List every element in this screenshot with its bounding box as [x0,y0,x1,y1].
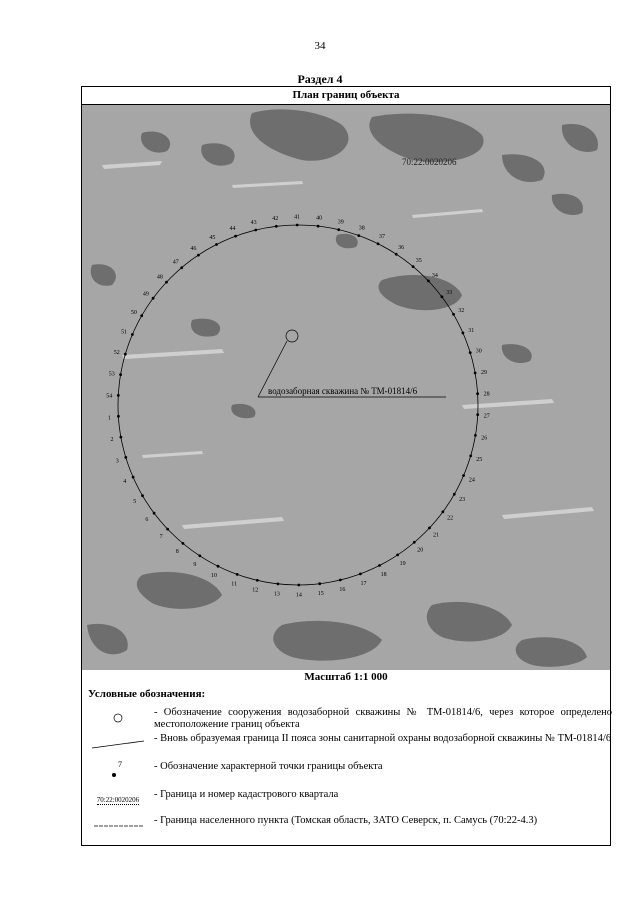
boundary-point-26 [474,434,477,437]
boundary-point-50 [140,314,143,317]
boundary-point-label: 16 [339,587,346,594]
boundary-point-31 [462,332,465,335]
boundary-point-label: 32 [458,308,465,315]
boundary-point-36 [395,253,398,256]
boundary-point-14 [297,584,300,587]
boundary-point-37 [377,242,380,245]
legend-text: - Граница и номер кадастрового квартала [154,789,339,800]
boundary-point-label: 10 [211,572,217,579]
boundary-point-label: 25 [476,456,483,463]
boundary-point-10 [217,565,220,568]
boundary-point-11 [236,573,239,576]
boundary-point-33 [441,295,444,298]
boundary-point-25 [469,454,472,457]
section-title: Раздел 4 [297,72,343,86]
terrain-speckles [102,161,594,529]
boundary-point-label: 50 [130,309,137,316]
boundary-point-46 [197,254,200,257]
plan-title: План границ объекта [82,87,610,105]
boundary-point-label: 24 [468,477,475,484]
boundary-point-1 [117,415,120,418]
boundary-point-label: 28 [483,391,490,398]
boundary-point-label: 49 [142,291,149,298]
boundary-point-35 [412,265,415,268]
boundary-point-42 [275,225,278,228]
legend-text: - Граница населенного пункта (Томская область, ЗАТО Северск, п. Самусь (70:22-4.3) [154,815,538,826]
boundary-point-3 [124,456,127,459]
boundary-point-label: 3 [115,458,119,465]
plan-frame [81,86,611,846]
boundary-point-6 [153,512,156,515]
boundary-point-label: 47 [172,259,179,266]
boundary-point-label: 5 [133,498,137,505]
boundary-point-label: 37 [379,234,385,241]
boundary-point-label: 15 [317,591,324,598]
legend-text: - Вновь образуемая граница II пояса зоны санитарной охраны водозаборной скважины № ТМ-01814/6 [154,733,612,744]
boundary-point-17 [359,573,362,576]
boundary-point-label: 33 [446,289,453,296]
boundary-point-label: 23 [459,497,466,504]
boundary-point-15 [318,582,321,585]
boundary-point-icon [88,757,148,786]
boundary-point-label: 40 [316,215,323,222]
boundary-point-label: 46 [190,246,197,253]
boundary-point-34 [427,280,430,283]
boundary-points [106,215,489,599]
well-marker [286,330,298,342]
boundary-point-19 [396,554,399,557]
boundary-point-44 [234,235,237,238]
boundary-point-5 [141,494,144,497]
boundary-point-label: 26 [481,435,488,442]
boundary-point-40 [317,225,320,228]
boundary-point-47 [180,266,183,269]
boundary-point-label: 36 [398,245,405,252]
boundary-point-54 [117,394,120,397]
boundary-point-label: 14 [295,592,302,599]
boundary-line-icon [88,737,148,755]
boundary-point-label: 9 [193,561,197,568]
boundary-point-label: 52 [113,350,120,357]
boundary-point-9 [198,554,201,557]
boundary-point-label: 17 [360,580,367,587]
legend-text: - Обозначение сооружения водозаборной скважины № ТМ-01814/6, через которое определено местоположение границ объекта [154,707,612,730]
boundary-point-51 [131,333,134,336]
boundary-point-label: 19 [399,560,406,567]
map-canvas [82,105,610,670]
boundary-point-43 [254,229,257,232]
boundary-point-13 [277,583,280,586]
cadastral-label: 70:22:0020206 [402,157,457,167]
boundary-point-18 [378,564,381,567]
boundary-point-8 [182,542,185,545]
boundary-point-52 [124,353,127,356]
boundary-point-label: 35 [415,258,422,265]
boundary-point-48 [165,281,168,284]
boundary-point-label: 27 [483,413,490,420]
boundary-point-label: 31 [468,327,475,334]
settlement-boundary-icon [88,817,148,835]
boundary-point-45 [215,243,218,246]
boundary-map [82,105,610,670]
boundary-point-2 [120,436,123,439]
page-number: 34 [314,40,326,52]
boundary-point-label: 53 [108,371,115,378]
boundary-point-label: 41 [294,214,301,221]
boundary-point-label: 48 [156,274,163,281]
well-symbol-icon [88,711,148,729]
boundary-point-label: 42 [272,215,279,222]
boundary-point-label: 1 [107,415,111,422]
boundary-point-label: 20 [417,547,424,554]
boundary-point-label: 2 [110,437,114,444]
boundary-point-7 [166,528,169,531]
boundary-point-22 [442,510,445,513]
boundary-point-label: 13 [273,591,280,598]
boundary-point-12 [256,579,259,582]
boundary-point-53 [119,373,122,376]
svg-text:7: 7 [118,760,122,769]
boundary-point-20 [413,541,416,544]
boundary-point-label: 43 [250,219,257,226]
boundary-point-23 [453,493,456,496]
boundary-point-label: 54 [106,393,113,400]
boundary-point-label: 34 [431,273,438,280]
boundary-point-21 [428,527,431,530]
legend-text: - Обозначение характерной точки границы объекта [154,761,383,772]
boundary-point-label: 18 [380,572,387,578]
cadastral-boundary-icon: 70:22:0020206 [96,796,140,804]
boundary-point-label: 45 [209,235,216,241]
boundary-point-27 [476,413,479,416]
well-label: водозаборная скважина № ТМ-01814/6 [268,386,418,396]
boundary-point-16 [339,579,342,582]
scale-label: Масштаб 1:1 000 [304,671,388,683]
boundary-point-label: 11 [231,581,238,588]
legend-title: Условные обозначения: [88,688,206,700]
boundary-point-39 [337,228,340,231]
boundary-point-label: 4 [123,479,127,486]
boundary-point-label: 22 [447,515,454,522]
boundary-point-49 [152,297,155,300]
boundary-point-label: 29 [481,369,487,376]
boundary-point-label: 12 [252,587,259,594]
boundary-point-label: 51 [121,329,128,336]
boundary-point-label: 44 [229,226,236,233]
boundary-point-label: 39 [337,219,344,226]
boundary-point-24 [462,474,465,477]
boundary-point-label: 7 [159,533,163,540]
boundary-point-label: 30 [475,348,482,355]
boundary-point-30 [469,351,472,354]
boundary-point-29 [474,372,477,375]
boundary-point-label: 6 [145,517,149,524]
boundary-point-28 [476,392,479,395]
boundary-point-41 [296,224,299,227]
boundary-point-label: 38 [358,225,365,232]
boundary-point-32 [452,313,455,316]
boundary-point-4 [132,476,135,479]
boundary-point-label: 8 [175,548,179,555]
boundary-point-label: 21 [433,532,440,539]
boundary-point-38 [357,234,360,237]
